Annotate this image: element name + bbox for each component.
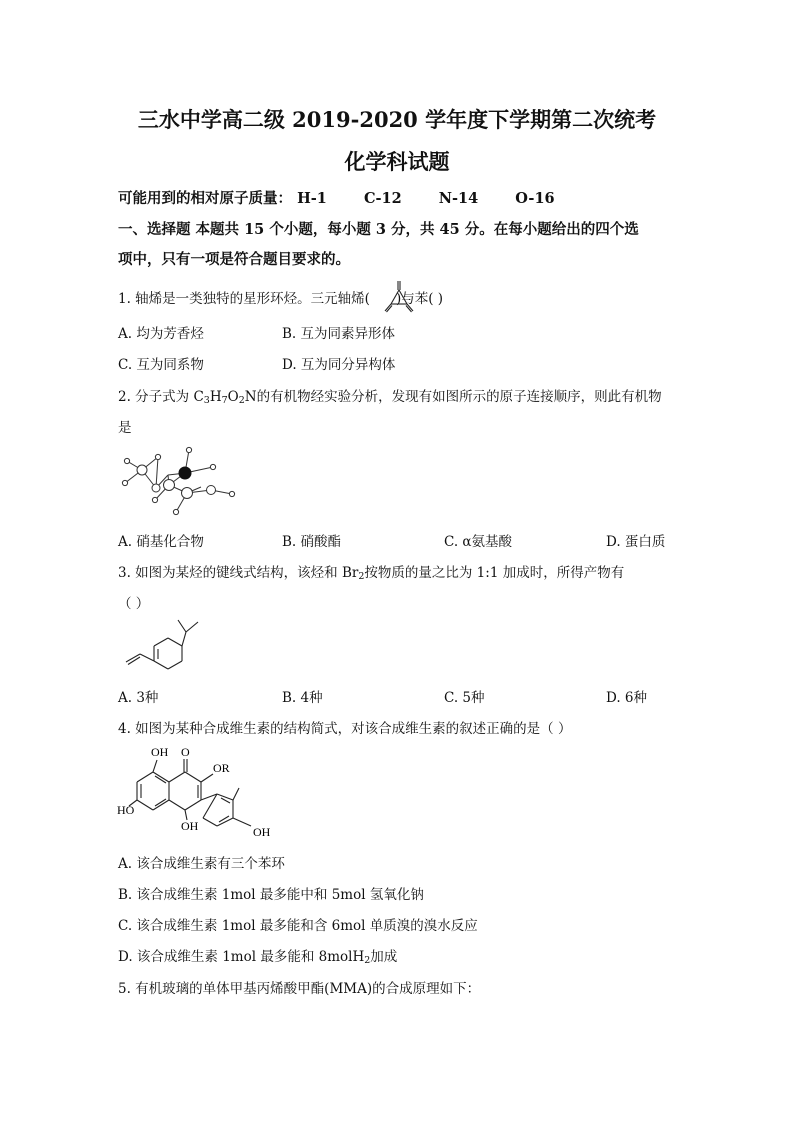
- q1-option-b[interactable]: B. 互为同素异形体: [282, 326, 396, 342]
- q1-option-c[interactable]: C. 互为同系物: [118, 357, 204, 373]
- q4-label-or: OR: [213, 761, 230, 775]
- q3-option-b[interactable]: B. 4种: [282, 690, 323, 706]
- q3-sub: 2: [358, 571, 365, 582]
- q2-option-d[interactable]: D. 蛋白质: [606, 534, 666, 550]
- q3-text-pre: 3. 如图为某烃的键线式结构，该烃和 Br: [118, 565, 359, 581]
- q3-option-d[interactable]: D. 6种: [606, 690, 648, 706]
- q4-option-d-pre: D. 该合成维生素 1mol 最多能和 8molH: [118, 949, 365, 965]
- q4-option-b[interactable]: B. 该合成维生素 1mol 最多能中和 5mol 氢氧化钠: [118, 887, 424, 903]
- q4-option-d-sub: 2: [364, 955, 371, 966]
- question-2: [118, 385, 662, 406]
- skeletal-structure-q3: [118, 616, 208, 672]
- q4-label-oh1: OH: [151, 745, 169, 759]
- q4-label-o: O: [181, 745, 190, 759]
- q2-option-c[interactable]: C. α氨基酸: [444, 534, 513, 550]
- q2-option-a[interactable]: A. 硝基化合物: [118, 534, 204, 550]
- q2-sub3: 2: [238, 395, 245, 406]
- q3-text-post: 按物质的量之比为 1:1 加成时，所得产物有: [364, 565, 625, 581]
- page-title: 三水中学高二级 2019-2020 学年度下学期第二次统考: [137, 107, 657, 132]
- q2-mid1: H: [209, 389, 222, 405]
- q1-option-d[interactable]: D. 互为同分异构体: [282, 357, 396, 373]
- q2-sub1: 3: [203, 395, 210, 406]
- q4-option-a[interactable]: A. 该合成维生素有三个苯环: [118, 856, 285, 872]
- vitamin-structure-q4: [115, 742, 285, 842]
- ball-stick-model: [115, 440, 245, 520]
- section-heading-line2: 项中，只有一项是符合题目要求的。: [118, 251, 350, 268]
- q2-sub2: 7: [221, 395, 228, 406]
- atomic-mass-label: 可能用到的相对原子质量：: [118, 190, 292, 207]
- question-1-text-before: 1. 轴烯是一类独特的星形环烃。三元轴烯(: [118, 291, 370, 307]
- q4-label-oh3: OH: [181, 819, 199, 833]
- page-subtitle: 化学科试题: [344, 149, 450, 174]
- q1-option-a[interactable]: A. 均为芳香烃: [118, 326, 204, 342]
- question-1-text-after: )与苯( ): [395, 291, 444, 307]
- q2-text-post: N的有机物经实验分析，发现有如图所示的原子连接顺序，则此有机物: [244, 389, 662, 405]
- question-4: 4. 如图为某种合成维生素的结构简式，对该合成维生素的叙述正确的是（ ）: [118, 721, 572, 737]
- question-5: 5. 有机玻璃的单体甲基丙烯酸甲酯(MMA)的合成原理如下：: [118, 981, 481, 997]
- atomic-mass-line: [118, 187, 555, 208]
- question-3: [118, 561, 624, 582]
- atomic-mass-c: C-12: [363, 190, 402, 207]
- q4-label-ho: HO: [117, 803, 135, 817]
- atomic-mass-h: H-1: [297, 190, 327, 207]
- q4-option-d-post: 加成: [370, 949, 398, 965]
- question-3-line2: （ ）: [118, 596, 150, 612]
- radialene-structure: [384, 280, 414, 314]
- atomic-mass-o: O-16: [515, 190, 555, 207]
- q2-mid2: O: [227, 389, 239, 405]
- q2-text-pre: 2. 分子式为 C: [118, 389, 204, 405]
- question-2-line2: 是: [118, 420, 132, 436]
- atomic-mass-n: N-14: [438, 190, 479, 207]
- q3-option-a[interactable]: A. 3种: [118, 690, 159, 706]
- q4-label-oh4: OH: [253, 825, 271, 839]
- q2-option-b[interactable]: B. 硝酸酯: [282, 534, 342, 550]
- section-heading-line1: 一、选择题 本题共 15 个小题，每小题 3 分，共 45 分。在每小题给出的四个选: [118, 221, 639, 238]
- q4-option-d[interactable]: [118, 945, 397, 966]
- q3-option-c[interactable]: C. 5种: [444, 690, 485, 706]
- q4-option-c[interactable]: C. 该合成维生素 1mol 最多能和含 6mol 单质溴的溴水反应: [118, 918, 478, 934]
